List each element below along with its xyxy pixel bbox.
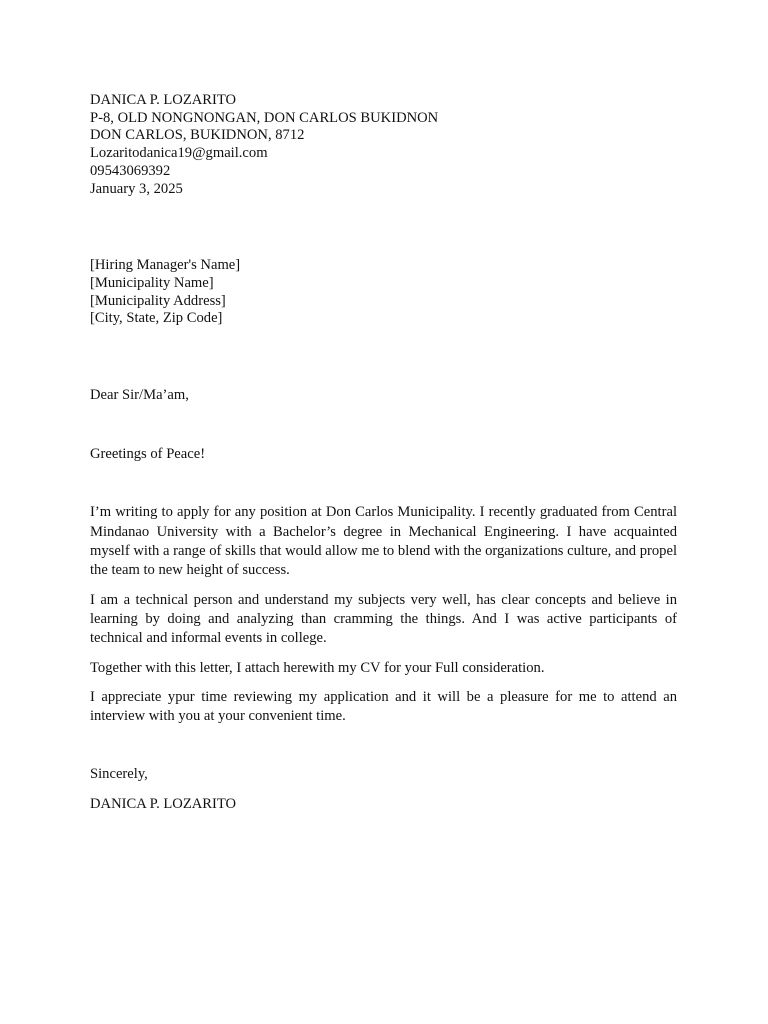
body-paragraph-2: I am a technical person and understand my subjects very well, has clear concepts and believe in learning by doing and analyzing than cramming the things. And I was active participants of technical and informal events in college. bbox=[90, 591, 677, 647]
letter-date: January 3, 2025 bbox=[90, 180, 183, 197]
closing: Sincerely, bbox=[90, 766, 148, 783]
recipient-manager: [Hiring Manager's Name] bbox=[90, 257, 241, 274]
signature-name: DANICA P. LOZARITO bbox=[90, 796, 237, 813]
greeting: Greetings of Peace! bbox=[90, 445, 206, 462]
sender-name: DANICA P. LOZARITO bbox=[90, 92, 237, 108]
body-paragraph-4: I appreciate ypur time reviewing my application and it will be a pleasure for me to attend an interview with you at your convenient time. bbox=[90, 688, 677, 725]
sender-address-line1: P-8, OLD NONGNONGAN, DON CARLOS BUKIDNON bbox=[90, 109, 439, 126]
recipient-block bbox=[90, 257, 677, 328]
body-paragraph-1: I’m writing to apply for any position at Don Carlos Municipality. I recently graduated from Central Mindanao University with a Bachelor’s degree in Mechanical Engineering. I have acquainted myself with a range of skills that would allow me to blend with the organizations culture, and propel the team to new height of success. bbox=[90, 504, 677, 579]
letter-page bbox=[90, 92, 677, 814]
recipient-city-state-zip: [City, State, Zip Code] bbox=[90, 310, 223, 327]
recipient-municipality-name: [Municipality Name] bbox=[90, 274, 214, 291]
salutation: Dear Sir/Ma’am, bbox=[90, 387, 189, 404]
recipient-municipality-address: [Municipality Address] bbox=[90, 292, 226, 309]
sender-email: Lozaritodanica19@gmail.com bbox=[90, 145, 268, 162]
sender-address-line2: DON CARLOS, BUKIDNON, 8712 bbox=[90, 127, 305, 144]
sender-block bbox=[90, 92, 677, 198]
sender-phone: 09543069392 bbox=[90, 162, 171, 179]
body-paragraph-3: Together with this letter, I attach herewith my CV for your Full consideration. bbox=[90, 659, 545, 676]
